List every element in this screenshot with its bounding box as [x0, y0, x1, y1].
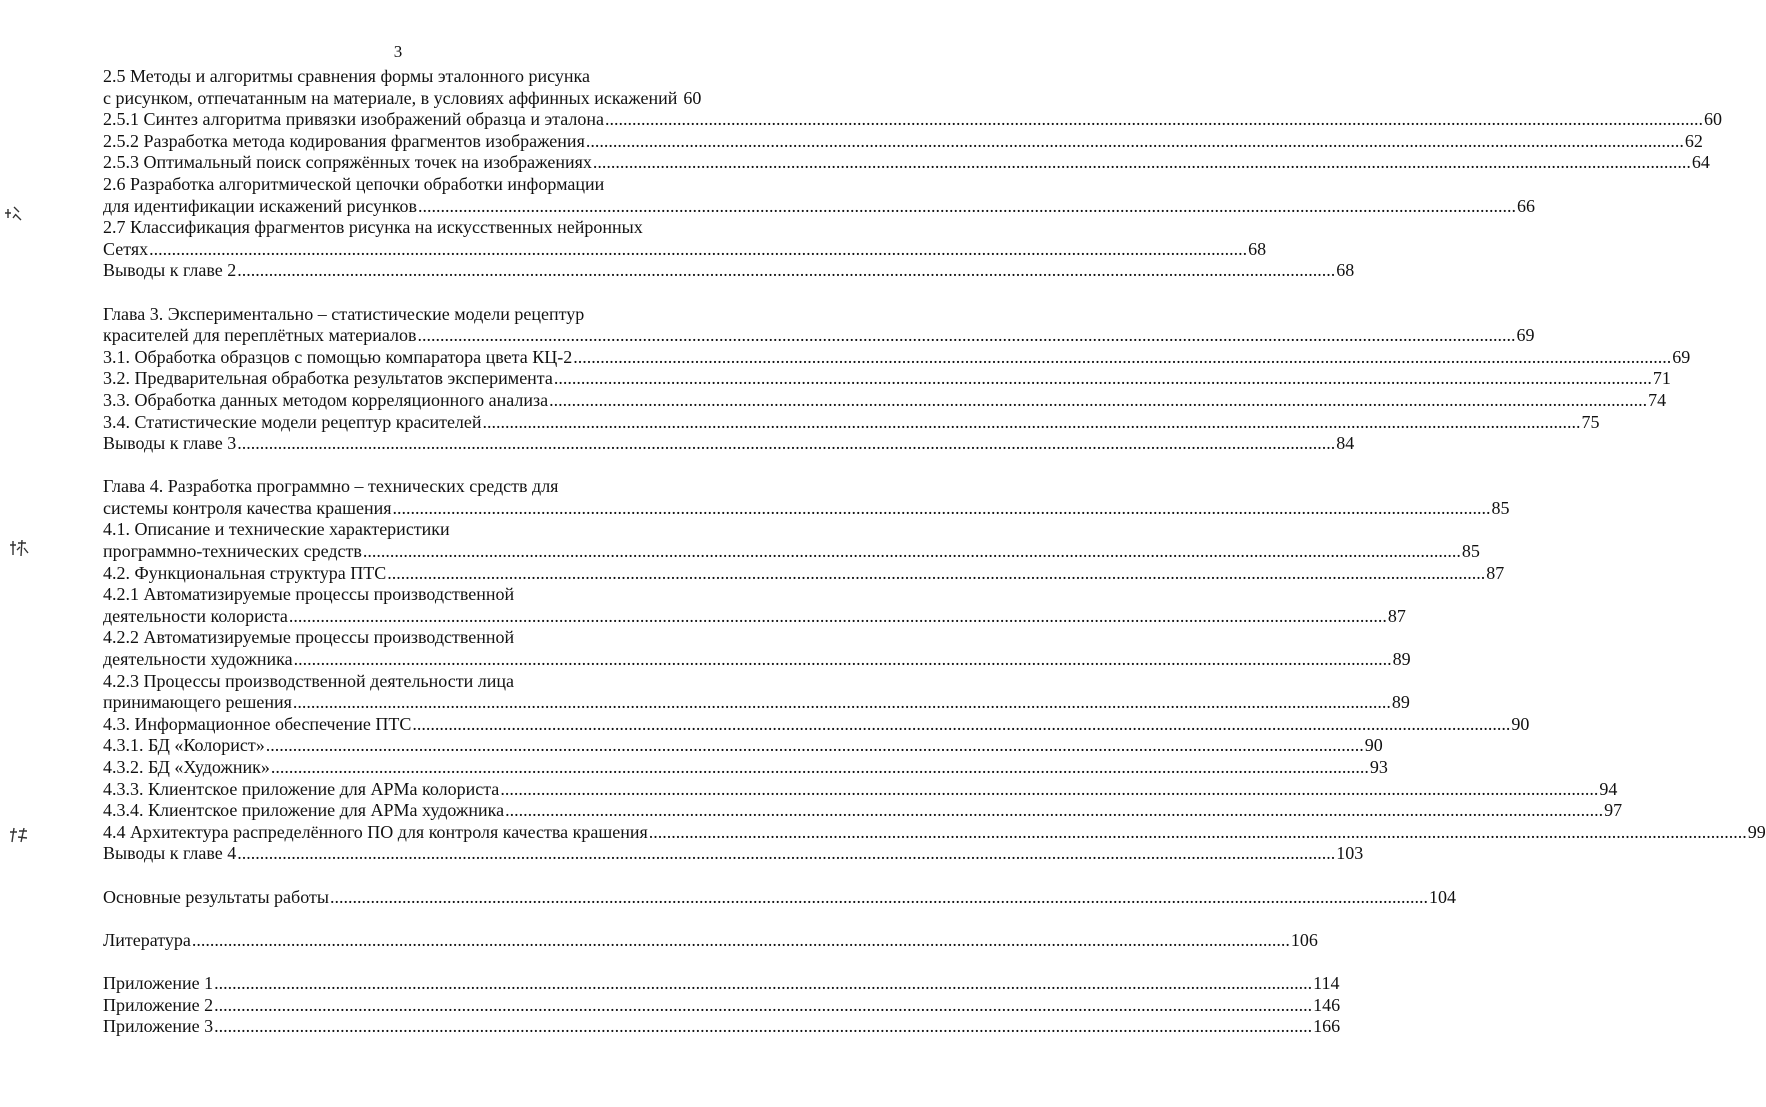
toc-page-number: 106 — [1290, 929, 1318, 950]
spacer — [103, 282, 740, 304]
toc-entry-title: Приложение 1 — [103, 972, 214, 993]
toc-entry-3-1[interactable] — [103, 346, 1691, 369]
margin-scribble-icon — [6, 537, 30, 563]
margin-scribble-icon — [7, 824, 31, 850]
toc-entry-title: 4.3.2. БД «Художник» — [103, 757, 270, 777]
toc-entry-title: деятельности колориста — [103, 605, 288, 626]
toc-entry-title: 3.3. Обработка данных методом корреляционного анализа — [103, 389, 549, 410]
toc-entry-title: 4.4 Архитектура распределённого ПО для контроля качества крашения — [103, 821, 648, 842]
toc-chapter-4[interactable] — [103, 497, 1510, 520]
toc-entry-4-2-3[interactable] — [103, 692, 1410, 714]
toc-page-number: 71 — [1652, 368, 1671, 389]
toc-leader-dots — [393, 498, 1491, 520]
toc-page-number: 166 — [1313, 1016, 1341, 1037]
toc-leader-dots — [418, 196, 1516, 218]
toc-leader-dots — [237, 433, 1335, 455]
toc-page-number: 60 — [1704, 109, 1723, 130]
toc-entry-title: 3.2. Предварительная обработка результатов эксперимента — [103, 368, 553, 389]
toc-page-number: 99 — [1747, 821, 1766, 842]
toc-page-number: 68 — [1248, 238, 1267, 259]
toc-entry-title: Основные результаты работы — [103, 886, 329, 907]
toc-page-number: 89 — [1392, 649, 1411, 670]
toc-leader-dots — [214, 995, 1312, 1017]
toc-page-number: 74 — [1648, 389, 1667, 410]
toc-entry-title: 4.3.4. Клиентское приложение для АРМа художника — [103, 800, 505, 821]
toc-page-number: 90 — [1364, 735, 1383, 756]
toc-entry-2-6-line1: 2.6 Разработка алгоритмической цепочки обработки информации — [103, 173, 605, 194]
toc-entry-4-2-2-line1: 4.2.2 Автоматизируемые процессы производственной — [103, 627, 515, 648]
toc-entry-chapter2-conclusions[interactable] — [103, 260, 1355, 282]
toc-entry-title: 2.5.3 Оптимальный поиск сопряжённых точек на изображениях — [103, 152, 592, 173]
toc-entry-title: Приложение 2 — [103, 994, 214, 1015]
toc-leader-dots — [417, 325, 1515, 347]
toc-leader-dots — [549, 390, 1647, 412]
toc-entry-4-3-2[interactable] — [103, 757, 1388, 779]
toc-entry-title: деятельности художника — [103, 649, 293, 670]
toc-entry-2-5-2[interactable] — [103, 130, 1703, 153]
toc-entry-4-3-1[interactable] — [103, 735, 1383, 757]
toc-entry-title: Приложение 3 — [103, 1016, 214, 1037]
toc-entry-2-7-line1: 2.7 Классификация фрагментов рисунка на искусственных нейронных — [103, 217, 643, 238]
toc-entry-title: Литература — [103, 929, 191, 950]
toc-page-number: 68 — [1336, 260, 1355, 281]
toc-entry-title: 4.2. Функциональная структура ПТС — [103, 562, 387, 583]
toc-page-number: 103 — [1336, 843, 1364, 864]
toc-leader-dots — [149, 239, 1247, 261]
toc-entry-title: Выводы к главе 2 — [103, 260, 237, 281]
toc-leader-dots — [412, 714, 1510, 736]
toc-leader-dots — [586, 131, 1684, 153]
toc-page-number: 87 — [1387, 605, 1406, 626]
toc-entry-4-1[interactable] — [103, 541, 1480, 563]
toc-entry-2-6[interactable] — [103, 195, 1536, 218]
table-of-contents — [103, 66, 1766, 1038]
toc-entry-4-1-line1: 4.1. Описание и технические характеристики — [103, 519, 450, 540]
toc-leader-dots — [192, 930, 1290, 952]
toc-entry-title: 2.5.2 Разработка метода кодирования фрагментов изображения — [103, 130, 585, 151]
toc-page-number: 85 — [1491, 497, 1510, 518]
spacer — [103, 951, 740, 973]
toc-leader-dots — [214, 973, 1312, 995]
spacer — [103, 865, 740, 887]
toc-entry-chapter3-conclusions[interactable] — [103, 433, 1355, 455]
toc-entry-title: системы контроля качества крашения — [103, 497, 392, 518]
toc-leader-dots — [387, 563, 1485, 585]
toc-page-number: 85 — [1461, 541, 1480, 562]
margin-scribble-icon — [2, 203, 24, 227]
toc-leader-dots — [237, 260, 1335, 282]
toc-entry-4-3[interactable] — [103, 713, 1530, 736]
toc-entry-4-2-3-line1: 4.2.3 Процессы производственной деятельности лица — [103, 670, 514, 691]
toc-leader-dots — [554, 368, 1652, 390]
toc-page-number: 60 — [683, 87, 702, 108]
toc-leader-dots — [605, 109, 1703, 131]
toc-entry-title: Выводы к главе 3 — [103, 433, 237, 454]
toc-leader-dots — [483, 412, 1581, 434]
toc-entry-title: красителей для переплётных материалов — [103, 325, 417, 346]
toc-entry-2-5-line1: 2.5 Методы и алгоритмы сравнения формы эталонного рисунка — [103, 66, 590, 86]
toc-chapter-4-line1: Глава 4. Разработка программно – технических средств для — [103, 476, 559, 497]
toc-entry-4-3-4[interactable] — [103, 800, 1623, 822]
toc-entry-title: Выводы к главе 4 — [103, 843, 237, 864]
toc-page-number: 69 — [1672, 346, 1691, 367]
toc-page-number: 104 — [1428, 886, 1456, 907]
toc-entry-2-7[interactable] — [103, 238, 1267, 261]
toc-leader-dots — [649, 822, 1747, 844]
toc-entry-2-5-1[interactable] — [103, 109, 1723, 131]
toc-leader-dots — [573, 347, 1671, 369]
toc-entry-title: Сетях — [103, 238, 149, 259]
toc-page-number: 62 — [1684, 130, 1703, 151]
toc-leader-dots — [237, 843, 1335, 865]
toc-entry-appendix-1[interactable] — [103, 972, 1340, 995]
toc-entry-4-2-2[interactable] — [103, 649, 1411, 671]
toc-entry-title: принимающего решения — [103, 692, 292, 713]
toc-leader-dots — [330, 887, 1428, 909]
toc-entry-4-2-1[interactable] — [103, 605, 1406, 628]
toc-page-number: 87 — [1486, 562, 1505, 583]
toc-leader-dots — [293, 692, 1391, 714]
spacer — [103, 908, 740, 930]
toc-page-number: 64 — [1691, 152, 1710, 173]
toc-entry-title: программно-технических средств — [103, 541, 362, 562]
toc-entry-title: 3.4. Статистические модели рецептур красителей — [103, 411, 482, 432]
toc-entry-4-3-3[interactable] — [103, 778, 1618, 801]
toc-entry-4-2[interactable] — [103, 562, 1505, 585]
toc-page-number: 146 — [1313, 994, 1341, 1015]
toc-entry-main-results[interactable] — [103, 886, 1456, 909]
toc-leader-dots — [266, 735, 1364, 757]
toc-page-number: 93 — [1369, 757, 1388, 777]
toc-entry-title: 2.5.1 Синтез алгоритма привязки изображений образца и эталона — [103, 109, 605, 130]
toc-entry-3-4[interactable] — [103, 411, 1600, 434]
toc-entry-title: 4.3.3. Клиентское приложение для АРМа колориста — [103, 778, 500, 799]
toc-page-number: 75 — [1581, 411, 1600, 432]
toc-leader-dots — [593, 152, 1691, 174]
toc-leader-dots — [214, 1016, 1312, 1038]
toc-leader-dots — [505, 800, 1603, 822]
toc-entry-chapter4-conclusions[interactable] — [103, 843, 1364, 865]
toc-page-number: 94 — [1599, 778, 1618, 799]
toc-entry-4-4[interactable] — [103, 821, 1766, 844]
toc-entry-2-5-3[interactable] — [103, 152, 1710, 174]
toc-chapter-3[interactable] — [103, 325, 1535, 347]
toc-leader-dots — [271, 757, 1369, 779]
toc-leader-dots — [500, 779, 1598, 801]
toc-entry-appendix-2[interactable] — [103, 994, 1341, 1017]
toc-entry-title: 4.3.1. БД «Колорист» — [103, 735, 265, 756]
toc-leader-dots — [294, 649, 1392, 671]
toc-entry-title: с рисунком, отпечатанным на материале, в условиях аффинных искажений — [103, 87, 678, 108]
toc-entry-3-2[interactable] — [103, 368, 1671, 390]
toc-page-number: 69 — [1516, 325, 1535, 346]
toc-entry-literature[interactable] — [103, 929, 1318, 952]
toc-chapter-3-line1: Глава 3. Экспериментально – статистические модели рецептур — [103, 303, 585, 324]
toc-entry-title: для идентификации искажений рисунков — [103, 195, 418, 216]
toc-page-number: 66 — [1517, 195, 1536, 216]
toc-leader-dots — [363, 541, 1461, 563]
toc-entry-appendix-3[interactable] — [103, 1016, 1341, 1038]
toc-entry-title: 4.3. Информационное обеспечение ПТС — [103, 713, 412, 734]
toc-entry-3-3[interactable] — [103, 389, 1667, 412]
page-number: 3 — [393, 42, 403, 61]
toc-page-number: 90 — [1511, 713, 1530, 734]
spacer — [103, 455, 740, 477]
toc-page-number: 84 — [1336, 433, 1355, 454]
toc-page-number: 89 — [1391, 692, 1410, 713]
toc-entry-2-5[interactable] — [103, 88, 740, 110]
toc-entry-title: 3.1. Обработка образцов с помощью компаратора цвета КЦ-2 — [103, 346, 573, 367]
toc-leader-dots — [289, 606, 1387, 628]
toc-page-number: 97 — [1604, 800, 1623, 821]
toc-entry-4-2-1-line1: 4.2.1 Автоматизируемые процессы производственной — [103, 584, 515, 605]
toc-page-number: 114 — [1313, 972, 1340, 993]
